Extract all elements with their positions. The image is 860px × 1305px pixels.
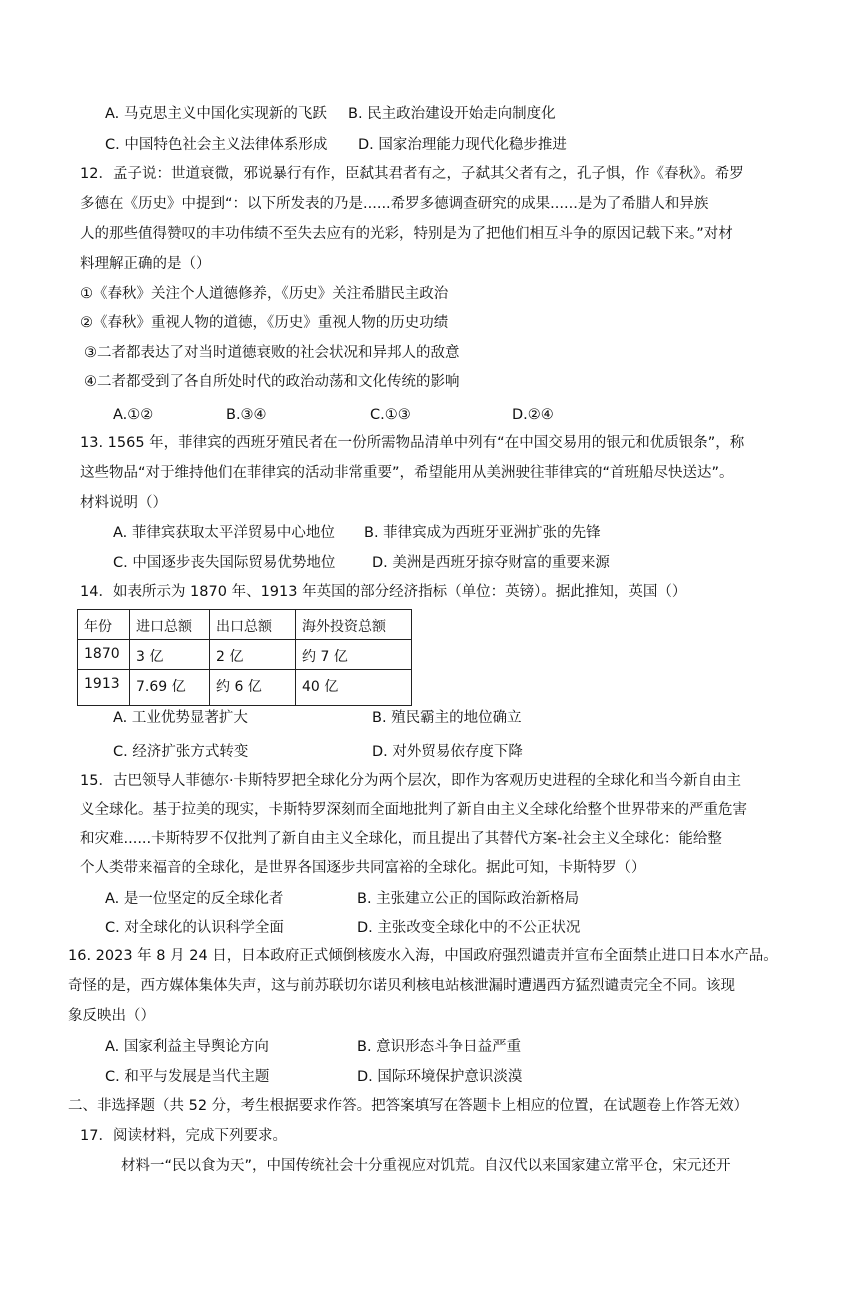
table-header-row [78,610,412,640]
q14-option-c: C. 经济扩张方式转变 [113,744,249,760]
q11-option-c: C. 中国特色社会主义法律体系形成 [105,137,328,153]
table-cell: 约 6 亿 [210,670,296,706]
q13-stem-line-2: 这些物品“对于维持他们在菲律宾的活动非常重要”，希望能用从美洲驶往菲律宾的“首班船尽快送达”。 [80,465,734,481]
q13-option-d: D. 美洲是西班牙掠夺财富的重要来源 [372,555,610,571]
table-header-cell: 年份 [78,610,130,640]
q12-statement-3: ③二者都表达了对当时道德衰败的社会状况和异邦人的敌意 [84,345,460,361]
q12-stem-line-3: 人的那些值得赞叹的丰功伟绩不至失去应有的光彩，特别是为了把他们相互斗争的原因记载下来。”对材 [80,226,733,242]
q13-stem-line-3: 材料说明（） [80,495,167,511]
table-cell: 1913 [78,670,130,706]
q14-option-a: A. 工业优势显著扩大 [113,710,248,726]
q13-option-c: C. 中国逐步丧失国际贸易优势地位 [113,555,336,571]
q12-statement-1: ①《春秋》关注个人道德修养，《历史》关注希腊民主政治 [80,286,449,302]
q14-option-d: D. 对外贸易依存度下降 [372,744,523,760]
q12-option-b: B.③④ [226,407,267,423]
q11-option-a: A. 马克思主义中国化实现新的飞跃 [105,106,327,122]
q11-option-b: B. 民主政治建设开始走向制度化 [348,106,556,122]
table-header-cell: 海外投资总额 [296,610,412,640]
q14-stem-line-1: 14．如表所示为 1870 年、1913 年英国的部分经济指标（单位：英镑）。据此推知，英国（） [80,584,687,600]
q12-stem-line-2: 多德在《历史》中提到“：以下所发表的乃是......希罗多德调查研究的成果......是为了希腊人和异族 [80,196,709,212]
table-cell: 3 亿 [130,640,210,670]
q15-option-b: B. 主张建立公正的国际政治新格局 [357,891,580,907]
q15-option-c: C. 对全球化的认识科学全面 [105,920,284,936]
q12-statement-4: ④二者都受到了各自所处时代的政治动荡和文化传统的影响 [84,374,460,390]
q16-option-c: C. 和平与发展是当代主题 [105,1069,270,1085]
q15-stem-line-4: 个人类带来福音的全球化，是世界各国逐步共同富裕的全球化。据此可知，卡斯特罗（） [80,860,646,876]
q13-option-a: A. 菲律宾获取太平洋贸易中心地位 [113,525,335,541]
q15-option-a: A. 是一位坚定的反全球化者 [105,891,284,907]
table-cell: 7.69 亿 [130,670,210,706]
q16-option-d: D. 国际环境保护意识淡漠 [357,1069,523,1085]
q12-option-a: A.①② [113,407,154,423]
q15-option-d: D. 主张改变全球化中的不公正状况 [357,920,581,936]
q17-material-line-1: 材料一“民以食为天”，中国传统社会十分重视应对饥荒。自汉代以来国家建立常平仓，宋元还开 [121,1158,731,1174]
q13-stem-line-1: 13. 1565 年，菲律宾的西班牙殖民者在一份所需物品清单中列有“在中国交易用的银元和优质银条”，称 [80,435,745,451]
q17-stem-line-1: 17．阅读材料，完成下列要求。 [80,1128,287,1144]
q16-stem-line-2: 奇怪的是，西方媒体集体失声，这与前苏联切尔诺贝利核电站核泄漏时遭遇西方猛烈谴责完全不同。该现 [68,978,735,994]
table-header-cell: 进口总额 [130,610,210,640]
q11-option-d: D. 国家治理能力现代化稳步推进 [358,137,567,153]
q15-stem-line-3: 和灾难......卡斯特罗不仅批判了新自由主义全球化，而且提出了其替代方案-社会主义全球化：能给整 [80,831,722,847]
table-header-cell: 出口总额 [210,610,296,640]
q12-option-c: C.①③ [370,407,411,423]
q14-option-b: B. 殖民霸主的地位确立 [372,710,522,726]
table-cell: 2 亿 [210,640,296,670]
table-row [78,670,412,706]
section-heading: 二、非选择题（共 52 分，考生根据要求作答。把答案填写在答题卡上相应的位置，在试题卷上作答无效） [68,1098,749,1114]
table-cell: 约 7 亿 [296,640,412,670]
q16-option-b: B. 意识形态斗争日益严重 [357,1039,522,1055]
table-cell: 40 亿 [296,670,412,706]
table-cell: 1870 [78,640,130,670]
q16-stem-line-1: 16. 2023 年 8 月 24 日，日本政府正式倾倒核废水入海，中国政府强烈谴责并宣布全面禁止进口日本水产品。 [68,948,778,964]
economic-indicators-table [77,609,412,706]
q12-statement-2: ②《春秋》重视人物的道德，《历史》重视人物的历史功绩 [80,315,449,331]
q16-stem-line-3: 象反映出（） [68,1008,155,1024]
q12-stem-line-1: 12．孟子说：世道衰微，邪说暴行有作，臣弑其君者有之，子弑其父者有之，孔子惧，作《春秋》。希罗 [80,166,744,182]
q15-stem-line-1: 15．古巴领导人菲德尔·卡斯特罗把全球化分为两个层次，即作为客观历史进程的全球化和当今新自由主 [80,773,742,789]
q13-option-b: B. 菲律宾成为西班牙亚洲扩张的先锋 [364,525,601,541]
q12-stem-line-4: 料理解正确的是（） [80,256,211,272]
q16-option-a: A. 国家利益主导舆论方向 [105,1039,269,1055]
table-row [78,640,412,670]
q12-option-d: D.②④ [512,407,554,423]
q15-stem-line-2: 义全球化。基于拉美的现实，卡斯特罗深刻而全面地批判了新自由主义全球化给整个世界带来的严重危害 [80,802,747,818]
